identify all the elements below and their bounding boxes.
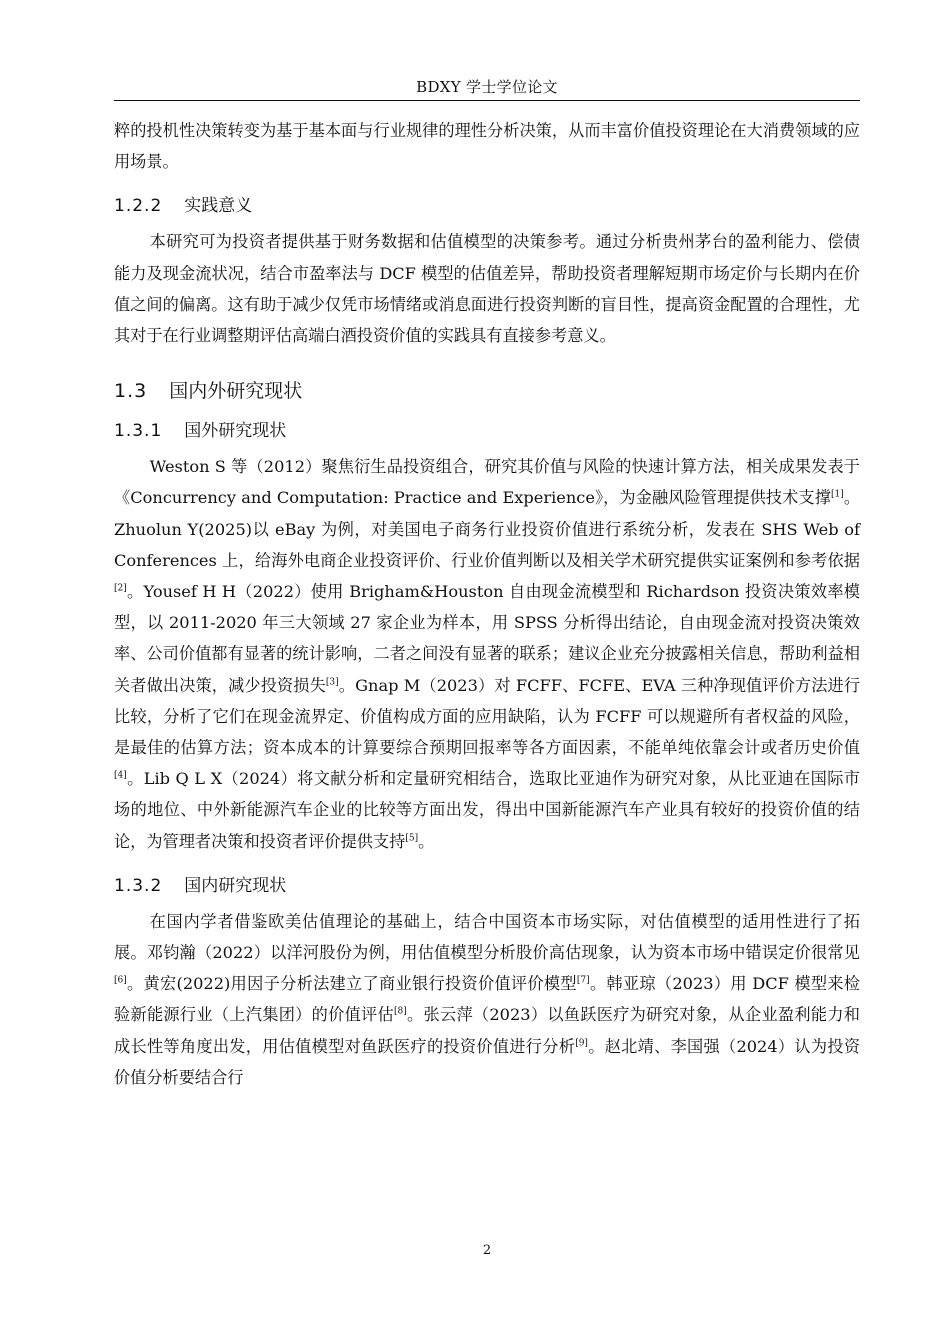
- citation-ref: [7]: [576, 975, 590, 986]
- page-number: 2: [482, 1243, 492, 1258]
- heading-1-3-1: [114, 416, 860, 446]
- text-run: 在国内学者借鉴欧美估值理论的基础上，结合中国资本市场实际，对估值模型的适用性进行了拓展。邓钧瀚（2022）以洋河股份为例，用估值模型分析股价高估现象，认为资本市场中错误定价很常见: [114, 911, 860, 963]
- heading-1-3: [114, 376, 860, 406]
- text-run: Weston S 等（2012）聚焦衍生品投资组合，研究其价值与风险的快速计算方法，相关成果发表于《Concurrency and Computation: Practice and Experience》，为金融风险管理提供技术支撑: [114, 457, 860, 508]
- text-run: 。Gnap M（2023）对 FCFF、FCFE、EVA 三种净现值评价方法进行比较，分析了它们在现金流界定、价值构成方面的应用缺陷，认为 FCFF 可以规避所有者权益的风险，是最佳的估算方法；资本成本的计算要综合预期回报率等各方面因素，不能单纯依靠会计或者历史价值: [114, 675, 861, 758]
- section-number: 1.3.2: [114, 875, 163, 896]
- paragraph-foreign-research: [114, 451, 860, 857]
- text-run: 。赵北靖、李国强（2024）认为投资价值分析要结合行: [114, 1036, 861, 1087]
- section-title: 实践意义: [184, 196, 253, 217]
- text-run: 。: [418, 831, 435, 851]
- text-run: 。Yousef H H（2022）使用 Brigham&Houston 自由现金流模型和 Richardson 投资决策效率模型，以 2011-2020 年三大领域 27 家企业为样本，用 SPSS 分析得出结论，自由现金流对投资决策效率、公司价值都有显著的统计影响，二者之间没有显著的联系；建议企业充分披露相关信息，帮助利益相关者做出决策，减少投资损失: [114, 582, 860, 695]
- citation-ref: [2]: [114, 583, 127, 594]
- section-title: 国内研究现状: [184, 875, 287, 896]
- citation-ref: [8]: [394, 1007, 407, 1018]
- header-rule: [114, 100, 860, 101]
- citation-ref: [1]: [830, 490, 844, 501]
- text-run: 。张云萍（2023）以鱼跃医疗为研究对象，从企业盈利能力和成长性等角度出发，用估值模型对鱼跃医疗的投资价值进行分析: [114, 1005, 860, 1056]
- heading-1-3-2: [114, 871, 860, 901]
- citation-ref: [5]: [405, 833, 419, 844]
- paragraph-practical-significance: 本研究可为投资者提供基于财务数据和估值模型的决策参考。通过分析贵州茅台的盈利能力、偿债能力及现金流状况，结合市盈率法与 DCF 模型的估值差异，帮助投资者理解短期市场定价与长期内在价值之间的偏离。这有助于减少仅凭市场情绪或消息面进行投资判断的盲目性，提高资金配置的合理性，尤其对于在行业调整期评估高端白酒投资价值的实践具有直接参考意义。: [114, 232, 860, 346]
- section-title: 国内外研究现状: [169, 380, 303, 403]
- paragraph-continuation: 粹的投机性决策转变为基于基本面与行业规律的理性分析决策，从而丰富价值投资理论在大消费领域的应用场景。: [114, 121, 860, 172]
- running-header: BDXY 学士学位论文: [416, 78, 558, 96]
- text-run: 。韩亚琼（2023）用 DCF 模型来检验新能源行业（上汽集团）的价值评估: [114, 974, 860, 1025]
- section-number: 1.3: [114, 380, 148, 403]
- page-body: [114, 115, 860, 1093]
- citation-ref: [4]: [114, 770, 127, 781]
- section-number: 1.2.2: [114, 196, 163, 217]
- citation-ref: [3]: [325, 677, 339, 688]
- text-run: 。Lib Q L X（2024）将文献分析和定量研究相结合，选取比亚迪作为研究对象，从比亚迪在国际市场的地位、中外新能源汽车企业的比较等方面出发，得出中国新能源汽车产业具有较好的投资价值的结论，为管理者决策和投资者评价提供支持: [114, 769, 860, 851]
- heading-1-2-2: [114, 191, 860, 221]
- text-run: 。黄宏(2022)用因子分析法建立了商业银行投资价值评价模型: [126, 974, 577, 994]
- section-number: 1.3.1: [114, 421, 163, 442]
- citation-ref: [9]: [575, 1038, 588, 1049]
- text-run: 。Zhuolun Y(2025)以 eBay 为例，对美国电子商务行业投资价值进行系统分析，发表在 SHS Web of Conferences 上，给海外电商企业投资评价、行业价值判断以及相关学术研究提供实证案例和参考依据: [114, 488, 861, 570]
- citation-ref: [6]: [114, 975, 127, 986]
- paragraph-domestic-research: [114, 906, 860, 1093]
- section-title: 国外研究现状: [184, 421, 287, 442]
